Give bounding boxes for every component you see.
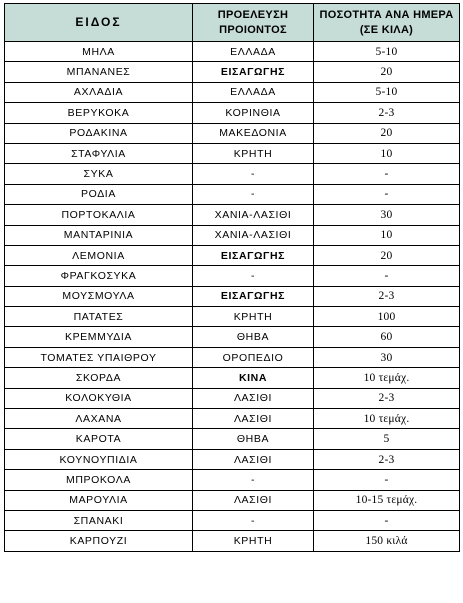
cell-quantity: 20 bbox=[314, 123, 460, 143]
table-row bbox=[5, 429, 460, 449]
table-row bbox=[5, 388, 460, 408]
cell-origin: ΚΡΗΤΗ bbox=[193, 143, 314, 163]
table-row bbox=[5, 449, 460, 469]
cell-quantity: 10 bbox=[314, 143, 460, 163]
cell-quantity: 5 bbox=[314, 429, 460, 449]
table-row bbox=[5, 327, 460, 347]
cell-origin: ΕΛΛΑΔΑ bbox=[193, 82, 314, 102]
cell-kind: ΑΧΛΑΔΙΑ bbox=[5, 82, 193, 102]
table-row bbox=[5, 62, 460, 82]
table-row bbox=[5, 103, 460, 123]
cell-origin: - bbox=[193, 266, 314, 286]
produce-table-body bbox=[5, 42, 460, 552]
cell-quantity: - bbox=[314, 510, 460, 530]
cell-quantity: 10 bbox=[314, 225, 460, 245]
cell-origin: ΚΟΡΙΝΘΙΑ bbox=[193, 103, 314, 123]
table-row bbox=[5, 184, 460, 204]
header-row bbox=[5, 4, 460, 42]
table-row bbox=[5, 245, 460, 265]
cell-origin: ΜΑΚΕΔΟΝΙΑ bbox=[193, 123, 314, 143]
cell-kind: ΛΕΜΟΝΙΑ bbox=[5, 245, 193, 265]
table-row bbox=[5, 286, 460, 306]
cell-quantity: 20 bbox=[314, 62, 460, 82]
table-row bbox=[5, 347, 460, 367]
cell-quantity: 10-15 τεμάχ. bbox=[314, 490, 460, 510]
cell-quantity: 2-3 bbox=[314, 286, 460, 306]
cell-kind: ΠΟΡΤΟΚΑΛΙΑ bbox=[5, 205, 193, 225]
table-row bbox=[5, 164, 460, 184]
table-row bbox=[5, 470, 460, 490]
cell-origin: - bbox=[193, 164, 314, 184]
cell-quantity: 2-3 bbox=[314, 449, 460, 469]
cell-quantity: - bbox=[314, 470, 460, 490]
cell-kind: ΡΟΔΙΑ bbox=[5, 184, 193, 204]
cell-quantity: 2-3 bbox=[314, 388, 460, 408]
cell-kind: ΠΑΤΑΤΕΣ bbox=[5, 307, 193, 327]
cell-kind: ΜΟΥΣΜΟΥΛΑ bbox=[5, 286, 193, 306]
table-row bbox=[5, 225, 460, 245]
cell-kind: ΚΑΡΟΤΑ bbox=[5, 429, 193, 449]
table-row bbox=[5, 307, 460, 327]
cell-origin: ΕΙΣΑΓΩΓΗΣ bbox=[193, 245, 314, 265]
cell-quantity: 5-10 bbox=[314, 42, 460, 62]
cell-origin: ΚΙΝΑ bbox=[193, 368, 314, 388]
cell-kind: ΣΠΑΝΑΚΙ bbox=[5, 510, 193, 530]
cell-kind: ΚΡΕΜΜΥΔΙΑ bbox=[5, 327, 193, 347]
cell-kind: ΜΑΝΤΑΡΙΝΙΑ bbox=[5, 225, 193, 245]
cell-kind: ΚΑΡΠΟΥΖΙ bbox=[5, 531, 193, 551]
table-row bbox=[5, 368, 460, 388]
cell-kind: ΜΠΡΟΚΟΛΑ bbox=[5, 470, 193, 490]
table-row bbox=[5, 205, 460, 225]
cell-origin: ΛΑΣΙΘΙ bbox=[193, 449, 314, 469]
cell-kind: ΣΚΟΡΔΑ bbox=[5, 368, 193, 388]
cell-origin: ΘΗΒΑ bbox=[193, 429, 314, 449]
cell-origin: ΚΡΗΤΗ bbox=[193, 307, 314, 327]
cell-quantity: 100 bbox=[314, 307, 460, 327]
cell-origin: - bbox=[193, 184, 314, 204]
cell-quantity: 150 κιλά bbox=[314, 531, 460, 551]
table-row bbox=[5, 409, 460, 429]
header-kind: ΕΙΔΟΣ bbox=[5, 4, 193, 42]
cell-kind: ΒΕΡΥΚΟΚΑ bbox=[5, 103, 193, 123]
cell-origin: - bbox=[193, 510, 314, 530]
cell-quantity: 30 bbox=[314, 205, 460, 225]
table-row bbox=[5, 143, 460, 163]
header-quantity: ΠΟΣΟΤΗΤΑ ΑΝΑ ΗΜΕΡΑ (ΣΕ ΚΙΛΑ) bbox=[314, 4, 460, 42]
cell-kind: ΚΟΥΝΟΥΠΙΔΙΑ bbox=[5, 449, 193, 469]
table-row bbox=[5, 123, 460, 143]
cell-quantity: 10 τεμάχ. bbox=[314, 368, 460, 388]
cell-origin: ΧΑΝΙΑ-ΛΑΣΙΘΙ bbox=[193, 225, 314, 245]
cell-origin: ΛΑΣΙΘΙ bbox=[193, 490, 314, 510]
cell-kind: ΤΟΜΑΤΕΣ ΥΠΑΙΘΡΟΥ bbox=[5, 347, 193, 367]
cell-origin: ΛΑΣΙΘΙ bbox=[193, 388, 314, 408]
table-row bbox=[5, 510, 460, 530]
cell-origin: - bbox=[193, 470, 314, 490]
cell-kind: ΛΑΧΑΝΑ bbox=[5, 409, 193, 429]
cell-quantity: 2-3 bbox=[314, 103, 460, 123]
cell-quantity: 10 τεμάχ. bbox=[314, 409, 460, 429]
cell-origin: ΕΛΛΑΔΑ bbox=[193, 42, 314, 62]
cell-quantity: 5-10 bbox=[314, 82, 460, 102]
cell-quantity: 30 bbox=[314, 347, 460, 367]
header-origin: ΠΡΟΕΛΕΥΣΗ ΠΡΟΙΟΝΤΟΣ bbox=[193, 4, 314, 42]
cell-quantity: - bbox=[314, 266, 460, 286]
cell-kind: ΚΟΛΟΚΥΘΙΑ bbox=[5, 388, 193, 408]
cell-kind: ΡΟΔΑΚΙΝΑ bbox=[5, 123, 193, 143]
cell-origin: ΛΑΣΙΘΙ bbox=[193, 409, 314, 429]
cell-origin: ΘΗΒΑ bbox=[193, 327, 314, 347]
cell-kind: ΜΑΡΟΥΛΙΑ bbox=[5, 490, 193, 510]
cell-origin: ΧΑΝΙΑ-ΛΑΣΙΘΙ bbox=[193, 205, 314, 225]
cell-origin: ΕΙΣΑΓΩΓΗΣ bbox=[193, 62, 314, 82]
cell-kind: ΜΠΑΝΑΝΕΣ bbox=[5, 62, 193, 82]
produce-table bbox=[4, 3, 460, 552]
table-row bbox=[5, 266, 460, 286]
table-row bbox=[5, 42, 460, 62]
table-row bbox=[5, 531, 460, 551]
cell-kind: ΣΥΚΑ bbox=[5, 164, 193, 184]
cell-kind: ΦΡΑΓΚΟΣΥΚΑ bbox=[5, 266, 193, 286]
table-row bbox=[5, 82, 460, 102]
cell-origin: ΟΡΟΠΕΔΙΟ bbox=[193, 347, 314, 367]
cell-quantity: 20 bbox=[314, 245, 460, 265]
cell-quantity: 60 bbox=[314, 327, 460, 347]
cell-origin: ΕΙΣΑΓΩΓΗΣ bbox=[193, 286, 314, 306]
cell-quantity: - bbox=[314, 184, 460, 204]
cell-kind: ΜΗΛΑ bbox=[5, 42, 193, 62]
cell-kind: ΣΤΑΦΥΛΙΑ bbox=[5, 143, 193, 163]
cell-quantity: - bbox=[314, 164, 460, 184]
cell-origin: ΚΡΗΤΗ bbox=[193, 531, 314, 551]
table-row bbox=[5, 490, 460, 510]
